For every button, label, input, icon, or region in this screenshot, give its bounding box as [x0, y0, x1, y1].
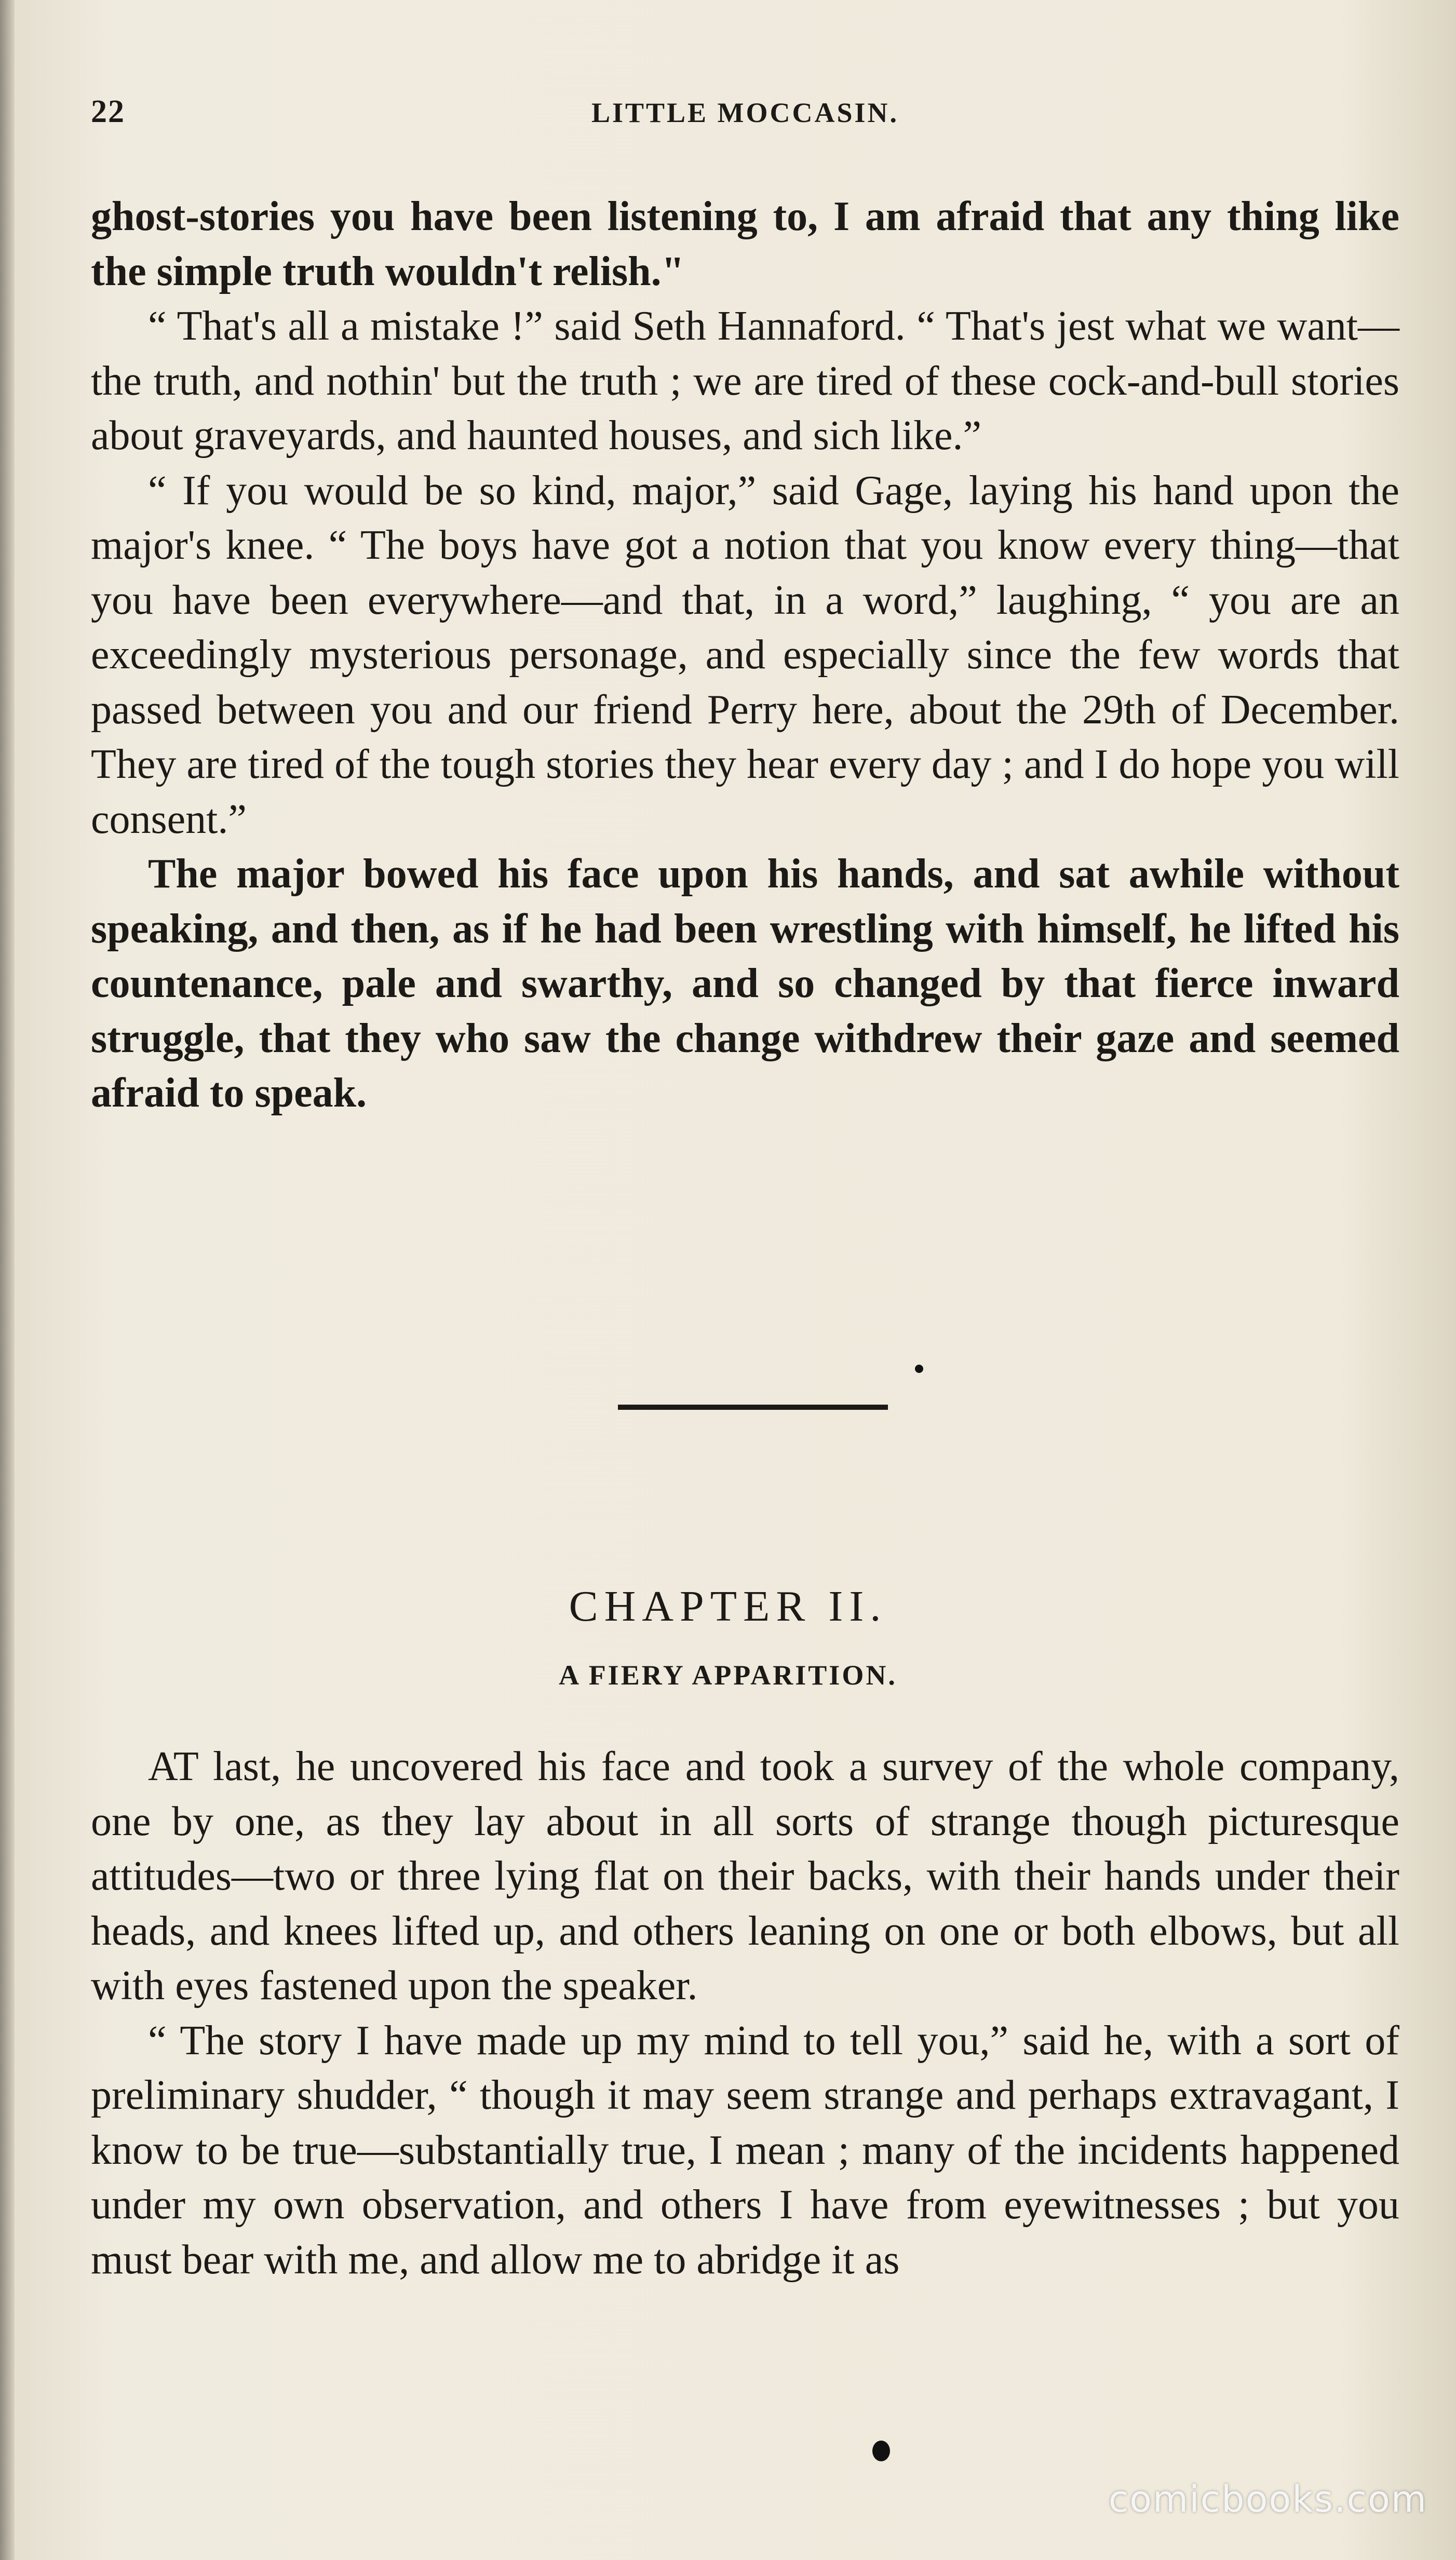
paragraph-story: “ The story I have made up my mind to tell you,” said he, with a sort of preliminary shudder, “ though it may seem strange and perhaps extravagant, I know to be true—substantially true, I mean ; many of the incidents happened under my own observation, and others I have from eyewitnesses ; but you must bear with me, and allow me to abridge it as	[91, 2017, 1399, 2283]
chapter-text-block	[91, 1740, 1399, 2287]
section-divider	[618, 1405, 888, 1410]
paragraph-major: The major bowed his face upon his hands, and sat awhile without speaking, and then, as if he had been wrestling with himself, he lifted his countenance, pale and swarthy, and so changed by that fierce inward struggle, that they who saw the change withdrew their gaze and seemed afraid to speak.	[91, 851, 1399, 1116]
page-edge-shadow	[0, 0, 15, 2560]
paragraph-seth: “ That's all a mistake !” said Seth Hannaford. “ That's jest what we want—the truth, and nothin' but the truth ; we are tired of these cock-and-bull stories about graveyards, and haunted houses, and sich like.”	[91, 303, 1399, 459]
top-text-block	[91, 190, 1399, 1121]
chapter-title: CHAPTER II.	[569, 1582, 887, 1631]
paragraph-continued: ghost-stories you have been listening to, I am afraid that any thing like the simple truth wouldn't relish."	[91, 194, 1399, 294]
ink-speck	[915, 1365, 923, 1373]
page-header	[91, 88, 1399, 145]
running-title: LITTLE MOCCASIN.	[591, 97, 899, 128]
paragraph-gage: “ If you would be so kind, major,” said Gage, laying his hand upon the major's knee. “ The boys have got a notion that you know every thing—that you have been everywhere—and that, in a word,” laughing, “ you are an exceedingly mysterious personage, and especially since the few words that passed between you and our friend Perry here, about the 29th of December. They are tired of the tough stories they hear every day ; and I do hope you will consent.”	[91, 467, 1399, 842]
chapter-subtitle: A FIERY APPARITION.	[559, 1660, 897, 1691]
watermark: comicbooks.com	[1108, 2478, 1427, 2521]
paragraph-survey: AT last, he uncovered his face and took a survey of the whole company, one by one, as they lay about in all sorts of strange though picturesque attitudes—two or three lying flat on their backs, with their hands under their heads, and knees lifted up, and others leaning on one or both elbows, but all with eyes fastened upon the speaker.	[91, 1744, 1399, 2009]
ink-speck	[872, 2441, 890, 2461]
page-number: 22	[91, 94, 125, 129]
